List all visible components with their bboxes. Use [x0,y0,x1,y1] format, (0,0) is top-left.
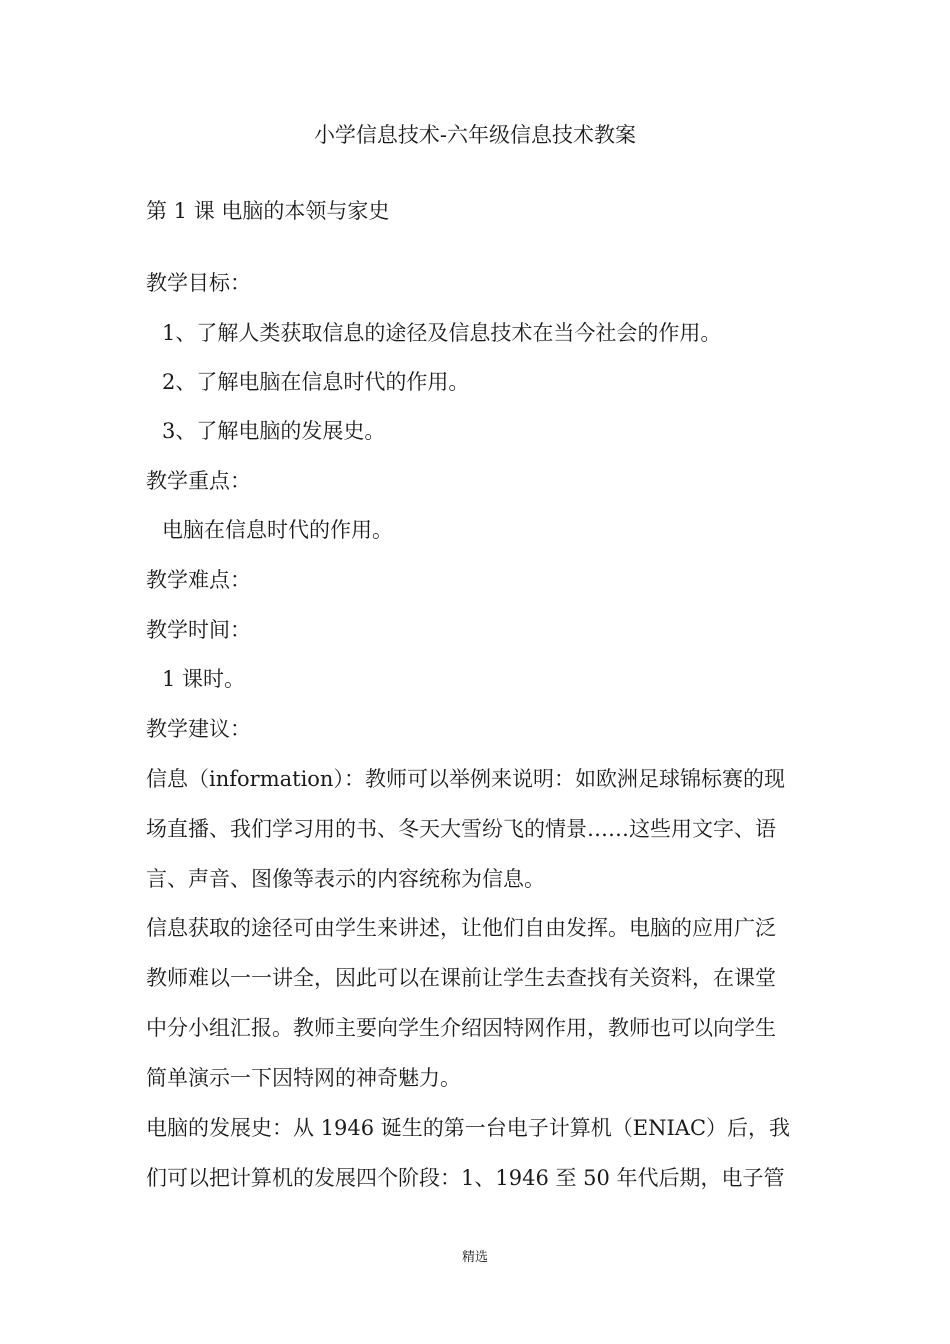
objective-item-1: 1、了解人类获取信息的途径及信息技术在当今社会的作用。 [162,321,722,345]
lesson-heading: 第 1 课 电脑的本领与家史 [146,199,390,223]
paragraph-1-line-1: 信息（information）：教师可以举例来说明：如欧洲足球锦标赛的现 [146,767,785,791]
paragraph-2-line-2: 教师难以一一讲全，因此可以在课前让学生去查找有关资料，在课堂 [146,966,776,990]
time-label: 教学时间： [146,618,251,642]
page-footer: 精选 [461,1250,488,1265]
paragraph-2-line-1: 信息获取的途径可由学生来讲述，让他们自由发挥。电脑的应用广泛 [146,916,776,940]
difficulties-label: 教学难点： [146,568,251,592]
objective-item-2: 2、了解电脑在信息时代的作用。 [162,370,470,394]
suggestions-label: 教学建议： [146,717,251,741]
paragraph-2-line-3: 中分小组汇报。教师主要向学生介绍因特网作用，教师也可以向学生 [146,1016,776,1040]
key-points-label: 教学重点： [146,469,251,493]
paragraph-1-line-2: 场直播、我们学习用的书、冬天大雪纷飞的情景……这些用文字、语 [146,817,776,841]
objectives-label: 教学目标： [146,271,251,295]
key-points-content: 电脑在信息时代的作用。 [162,518,393,542]
objective-item-3: 3、了解电脑的发展史。 [162,419,386,443]
document-title: 小学信息技术-六年级信息技术教案 [313,123,637,147]
paragraph-2-line-4: 简单演示一下因特网的神奇魅力。 [146,1066,461,1090]
time-content: 1 课时。 [162,667,246,691]
paragraph-3-line-1: 电脑的发展史：从 1946 诞生的第一台电子计算机（ENIAC）后，我 [146,1116,791,1140]
paragraph-1-line-3: 言、声音、图像等表示的内容统称为信息。 [146,867,545,891]
paragraph-3-line-2: 们可以把计算机的发展四个阶段：1、1946 至 50 年代后期，电子管 [146,1166,785,1190]
